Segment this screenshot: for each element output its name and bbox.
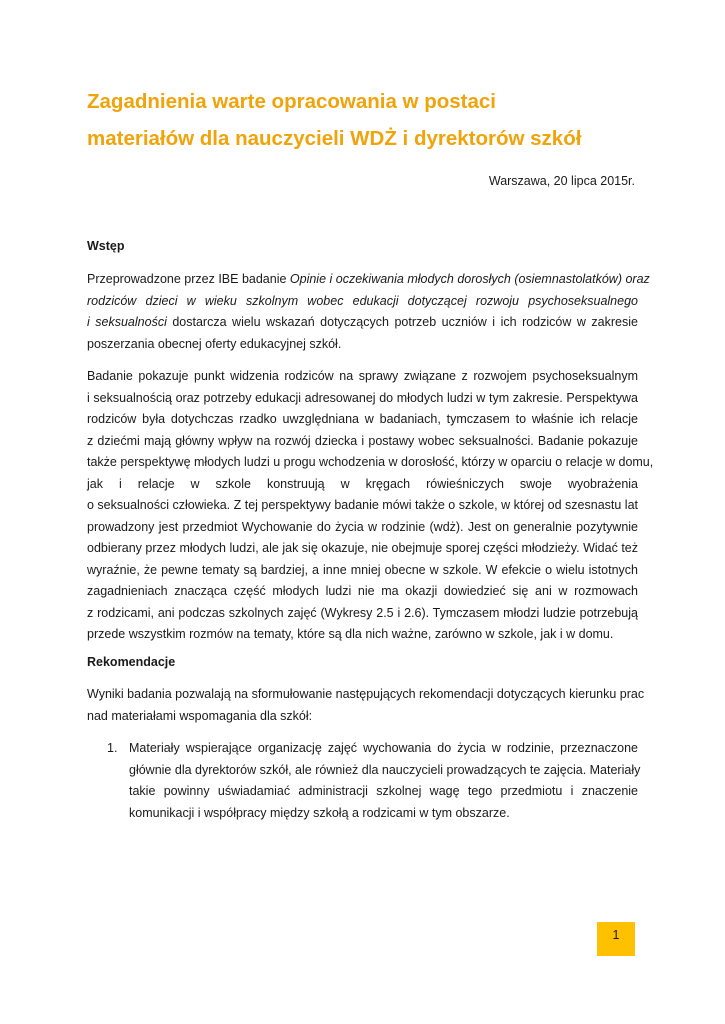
section-heading-recommendations: Rekomendacje (87, 655, 176, 669)
text-line (87, 312, 638, 334)
intro-paragraph-1 (87, 269, 650, 355)
text-run: Przeprowadzone przez IBE badanie (87, 272, 290, 286)
intro-paragraph-2 (87, 366, 654, 646)
title-line: materiałów dla nauczycieli WDŻ i dyrektorów szkół (87, 127, 582, 150)
text-line: o seksualności człowieka. Z tej perspektywy badanie mówi także o szkole, w której od szesnastu lat (87, 498, 638, 512)
text-line: przede wszystkim rozmów na tematy, które są dla nich ważne, zarówno w szkole, jak i w domu. (87, 627, 614, 641)
text-line: takie powinny uświadamiać administracji szkolnej wagę tego przedmiotu i znaczenie (129, 784, 638, 798)
text-line: z rodzicami, ani podczas szkolnych zajęć (Wykresy 2.5 i 2.6). Tymczasem młodzi ludzie potrzebują (87, 605, 638, 620)
page-number-badge: 1 (597, 922, 635, 956)
recommendations-intro-paragraph (87, 684, 645, 727)
text-line: Materiały wspierające organizację zajęć wychowania do życia w rodzinie, przeznaczone (129, 741, 638, 755)
list-item-number: 1. (107, 741, 118, 755)
study-title-italic: i seksualności (87, 315, 167, 329)
text-line: prowadzony jest przedmiot Wychowanie do życia w rodzinie (wdż). Jest on generalnie pozytywnie (87, 519, 638, 534)
text-line: głównie dla dyrektorów szkół, ale również dla nauczycieli prowadzących te zajęcia. Materiały (129, 762, 641, 777)
text-line: poszerzania obecnej oferty edukacyjnej szkół. (87, 336, 342, 351)
list-item (87, 738, 641, 824)
text-line (87, 269, 650, 291)
text-line (87, 291, 638, 313)
text-run: dostarcza wielu wskazań dotyczących potrzeb uczniów i ich rodziców w zakresie (166, 315, 638, 329)
text-line: komunikacji i współpracy między szkołą a rodzicami w tym obszarze. (129, 805, 510, 820)
text-line: z dziećmi mają główny wpływ na rozwój dziecka i postawy wobec seksualności. Badanie pokazuje (87, 433, 638, 448)
text-line: jak i relacje w szkole konstruują w kręgach rówieśniczych swoje wyobrażenia (87, 476, 638, 491)
section-heading-intro: Wstęp (87, 239, 125, 253)
list-item-text (129, 738, 641, 824)
text-line: odbierany przez młodych ludzi, ale jak się okazuje, nie obejmuje sporej części młodzieży. Widać też (87, 541, 638, 555)
text-line: zagadnieniach znacząca część młodych ludzi nie ma okazji dowiedzieć się ani w rozmowach (87, 584, 638, 598)
document-title (87, 83, 647, 157)
recommendations-list (87, 738, 641, 824)
study-title-italic: rodziców dzieci w wieku szkolnym wobec edukacji dotyczącej rozwoju psychoseksualnego (87, 293, 638, 308)
title-line: Zagadnienia warte opracowania w postaci (87, 90, 496, 113)
text-line: także perspektywę młodych ludzi u progu wchodzenia w dorosłość, którzy w oparciu o relacje w domu, (87, 455, 654, 469)
text-line: i seksualnością oraz potrzeby edukacji adresowanej do młodych ludzi w tym zakresie. Perspektywa (87, 390, 638, 405)
document-date: Warszawa, 20 lipca 2015r. (488, 174, 635, 188)
text-line: rodziców była dotychczas rzadko uwzględniana w badaniach, tymczasem to właśnie ich relacje (87, 412, 638, 426)
text-line: nad materiałami wspomagania dla szkół: (87, 708, 313, 723)
text-line: Wyniki badania pozwalają na sformułowanie następujących rekomendacji dotyczących kierunku prac (87, 687, 645, 701)
study-title-italic: Opinie i oczekiwania młodych dorosłych (osiemnastolatków) oraz (289, 272, 650, 286)
text-line: Badanie pokazuje punkt widzenia rodziców na sprawy związane z rozwojem psychoseksualnym (87, 369, 638, 383)
text-line: wyraźnie, że pewne tematy są bardziej, a inne mniej obecne w szkole. W efekcie o wielu istotnych (87, 562, 638, 577)
